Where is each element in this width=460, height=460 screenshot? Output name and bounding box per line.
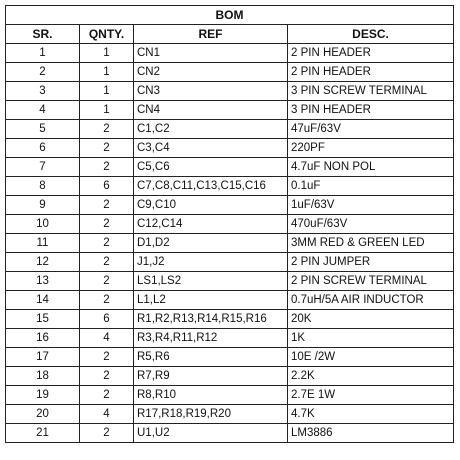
cell-sr: 3: [6, 82, 80, 101]
cell-ref: U1,U2: [134, 424, 288, 443]
cell-ref: C9,C10: [134, 196, 288, 215]
cell-sr: 5: [6, 120, 80, 139]
bom-table: [5, 5, 454, 443]
cell-sr: 16: [6, 329, 80, 348]
cell-sr: 17: [6, 348, 80, 367]
cell-sr: 10: [6, 215, 80, 234]
table-row: [6, 348, 454, 367]
cell-sr: 18: [6, 367, 80, 386]
cell-qty: 1: [80, 101, 134, 120]
cell-qty: 2: [80, 367, 134, 386]
cell-ref: LS1,LS2: [134, 272, 288, 291]
cell-sr: 6: [6, 139, 80, 158]
cell-desc: 2 PIN JUMPER: [288, 253, 454, 272]
cell-qty: 2: [80, 291, 134, 310]
cell-sr: 19: [6, 386, 80, 405]
cell-qty: 2: [80, 253, 134, 272]
cell-qty: 2: [80, 386, 134, 405]
cell-ref: C7,C8,C11,C13,C15,C16: [134, 177, 288, 196]
cell-qty: 2: [80, 196, 134, 215]
cell-qty: 2: [80, 348, 134, 367]
table-row: [6, 196, 454, 215]
cell-ref: CN2: [134, 63, 288, 82]
cell-desc: 4.7K: [288, 405, 454, 424]
table-row: [6, 386, 454, 405]
cell-desc: LM3886: [288, 424, 454, 443]
cell-sr: 1: [6, 44, 80, 63]
cell-ref: C3,C4: [134, 139, 288, 158]
cell-desc: 3 PIN HEADER: [288, 101, 454, 120]
cell-qty: 2: [80, 215, 134, 234]
table-row: [6, 367, 454, 386]
cell-sr: 13: [6, 272, 80, 291]
cell-ref: C12,C14: [134, 215, 288, 234]
table-row: [6, 63, 454, 82]
cell-qty: 2: [80, 424, 134, 443]
cell-desc: 2.2K: [288, 367, 454, 386]
column-header-qty: QNTY.: [80, 25, 134, 44]
cell-ref: C1,C2: [134, 120, 288, 139]
header-row: [6, 25, 454, 44]
table-row: [6, 44, 454, 63]
cell-desc: 0.7uH/5A AIR INDUCTOR: [288, 291, 454, 310]
cell-ref: J1,J2: [134, 253, 288, 272]
column-header-sr: SR.: [6, 25, 80, 44]
cell-qty: 1: [80, 82, 134, 101]
cell-sr: 9: [6, 196, 80, 215]
cell-ref: R1,R2,R13,R14,R15,R16: [134, 310, 288, 329]
table-row: [6, 215, 454, 234]
cell-ref: CN1: [134, 44, 288, 63]
cell-desc: 2 PIN SCREW TERMINAL: [288, 272, 454, 291]
cell-qty: 2: [80, 234, 134, 253]
cell-ref: C5,C6: [134, 158, 288, 177]
cell-ref: CN4: [134, 101, 288, 120]
cell-desc: 2 PIN HEADER: [288, 63, 454, 82]
cell-sr: 21: [6, 424, 80, 443]
bom-title-row: [6, 6, 454, 25]
cell-sr: 14: [6, 291, 80, 310]
cell-sr: 12: [6, 253, 80, 272]
table-row: [6, 177, 454, 196]
column-header-ref: REF: [134, 25, 288, 44]
cell-desc: 470uF/63V: [288, 215, 454, 234]
table-row: [6, 158, 454, 177]
table-row: [6, 310, 454, 329]
cell-desc: 220PF: [288, 139, 454, 158]
cell-sr: 2: [6, 63, 80, 82]
cell-qty: 2: [80, 272, 134, 291]
cell-sr: 15: [6, 310, 80, 329]
cell-desc: 2 PIN HEADER: [288, 44, 454, 63]
table-row: [6, 253, 454, 272]
cell-desc: 47uF/63V: [288, 120, 454, 139]
cell-qty: 6: [80, 310, 134, 329]
table-row: [6, 329, 454, 348]
cell-desc: 10E /2W: [288, 348, 454, 367]
cell-qty: 4: [80, 405, 134, 424]
table-row: [6, 139, 454, 158]
bom-document: [5, 5, 454, 443]
cell-sr: 4: [6, 101, 80, 120]
cell-desc: 3 PIN SCREW TERMINAL: [288, 82, 454, 101]
cell-qty: 2: [80, 120, 134, 139]
table-row: [6, 120, 454, 139]
bom-table-body: [6, 44, 454, 443]
cell-sr: 8: [6, 177, 80, 196]
cell-qty: 2: [80, 158, 134, 177]
cell-ref: R8,R10: [134, 386, 288, 405]
table-row: [6, 234, 454, 253]
cell-ref: R17,R18,R19,R20: [134, 405, 288, 424]
cell-desc: 1uF/63V: [288, 196, 454, 215]
table-row: [6, 291, 454, 310]
cell-ref: L1,L2: [134, 291, 288, 310]
cell-qty: 4: [80, 329, 134, 348]
column-header-desc: DESC.: [288, 25, 454, 44]
bom-title: BOM: [6, 6, 454, 25]
cell-desc: 2.7E 1W: [288, 386, 454, 405]
cell-qty: 2: [80, 139, 134, 158]
cell-ref: R7,R9: [134, 367, 288, 386]
table-row: [6, 101, 454, 120]
cell-sr: 11: [6, 234, 80, 253]
table-row: [6, 82, 454, 101]
cell-sr: 20: [6, 405, 80, 424]
table-row: [6, 272, 454, 291]
cell-qty: 6: [80, 177, 134, 196]
cell-desc: 4.7uF NON POL: [288, 158, 454, 177]
cell-qty: 1: [80, 63, 134, 82]
cell-ref: CN3: [134, 82, 288, 101]
cell-desc: 20K: [288, 310, 454, 329]
cell-desc: 3MM RED & GREEN LED: [288, 234, 454, 253]
cell-qty: 1: [80, 44, 134, 63]
cell-desc: 1K: [288, 329, 454, 348]
cell-ref: R5,R6: [134, 348, 288, 367]
cell-sr: 7: [6, 158, 80, 177]
cell-ref: D1,D2: [134, 234, 288, 253]
cell-desc: 0.1uF: [288, 177, 454, 196]
table-row: [6, 424, 454, 443]
table-row: [6, 405, 454, 424]
cell-ref: R3,R4,R11,R12: [134, 329, 288, 348]
